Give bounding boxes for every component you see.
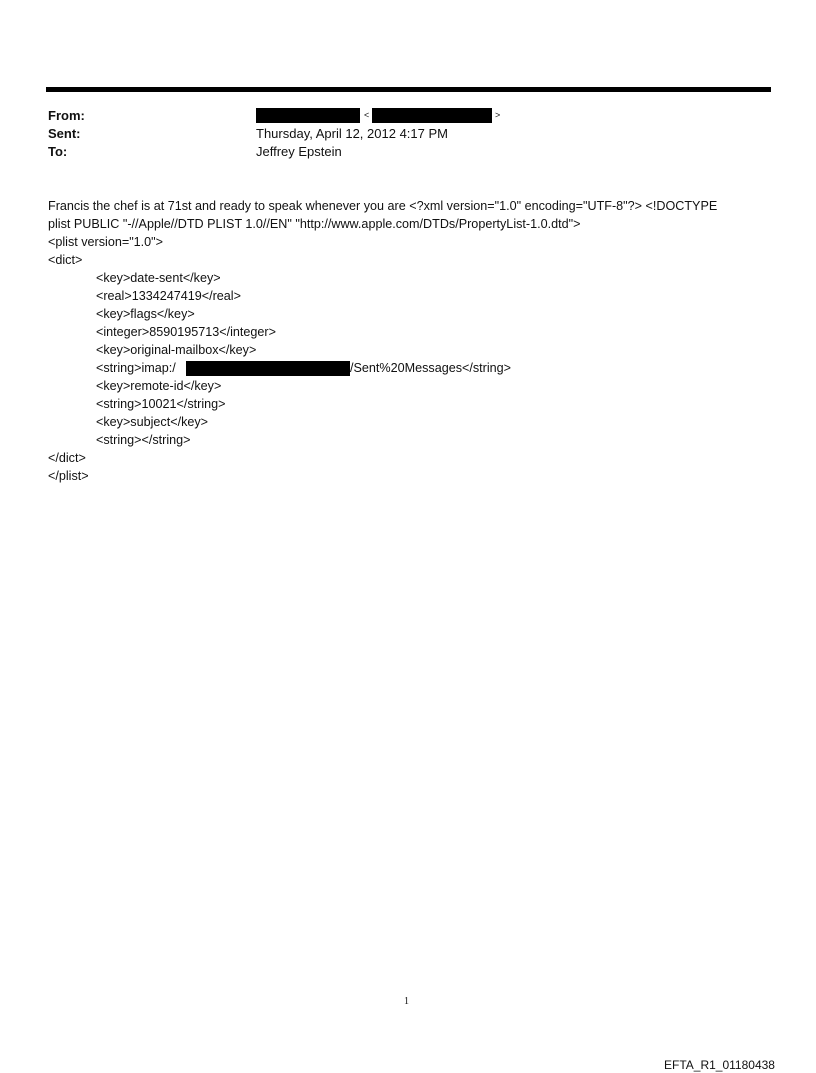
body-line: <key>date-sent</key> [96, 271, 221, 285]
page-number: 1 [404, 996, 409, 1007]
body-line: <key>original-mailbox</key> [96, 343, 257, 357]
to-label: To: [48, 144, 68, 159]
header-rule [46, 87, 771, 92]
body-line: /Sent%20Messages</string> [350, 361, 512, 375]
body-line: </dict> [48, 451, 86, 465]
to-value: Jeffrey Epstein [256, 144, 342, 159]
redacted-sender-email [372, 108, 492, 123]
body-line: <string>imap:/ [96, 361, 176, 375]
body-line: <key>flags</key> [96, 307, 195, 321]
body-line: <key>subject</key> [96, 415, 209, 429]
body-line: <string></string> [96, 433, 191, 447]
sent-value: Thursday, April 12, 2012 4:17 PM [256, 126, 448, 141]
body-line: Francis the chef is at 71st and ready to speak whenever you are <?xml version="1.0" encoding="UTF-8"?> <!DOCTYPE [48, 199, 718, 213]
redacted-sender-name [256, 108, 360, 123]
body-line: <real>1334247419</real> [96, 289, 241, 303]
body-line: </plist> [48, 469, 89, 483]
from-email-open: < [364, 110, 370, 120]
body-line: <string>10021</string> [96, 397, 226, 411]
redacted-mailbox-path [186, 361, 350, 376]
body-line: <integer>8590195713</integer> [96, 325, 276, 339]
from-email-close: > [495, 110, 501, 120]
body-line: <dict> [48, 253, 83, 267]
body-line: <plist version="1.0"> [48, 235, 164, 249]
body-line: plist PUBLIC "-//Apple//DTD PLIST 1.0//EN" "http://www.apple.com/DTDs/PropertyList-1.0.dtd"> [48, 217, 581, 231]
sent-label: Sent: [48, 126, 81, 141]
bates-number: EFTA_R1_01180438 [664, 1058, 775, 1072]
from-label: From: [48, 108, 85, 123]
body-line: <key>remote-id</key> [96, 379, 222, 393]
